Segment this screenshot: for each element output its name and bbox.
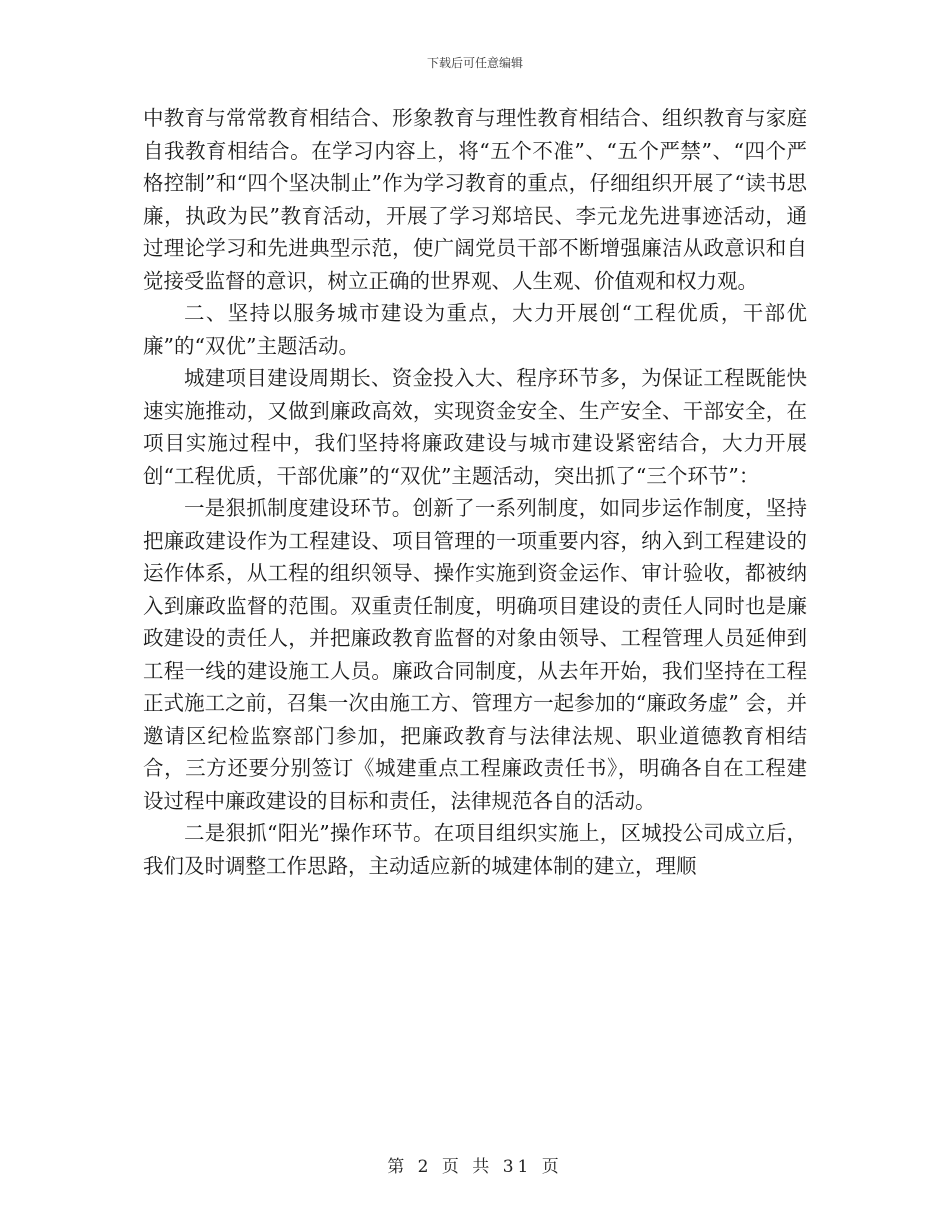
paragraph-4: 一是狠抓制度建设环节。创新了一系列制度，如同步运作制度，坚持把廉政建设作为工程建设、项目管理的一项重要内容，纳入到工程建设的运作体系，从工程的组织领导、操作实施到资金运作、审计验收，都被纳入到廉政监督的范围。双重责任制度，明确项目建设的责任人同时也是廉政建设的责任人，并把廉政教育监督的对象由领导、工程管理人员延伸到工程一线的建设施工人员。廉政合同制度，从去年开始，我们坚持在工程正式施工之前，召集一次由施工方、管理方一起参加的“廉政务虚” 会，并邀请区纪检监察部门参加，把廉政教育与法律法规、职业道德教育相结合，三方还要分别签订《城建重点工程廉政责任书》，明确各自在工程建设过程中廉政建设的目标和责任，法律规范各自的活动。 [143, 496, 807, 813]
paragraph-2: 二、坚持以服务城市建设为重点，大力开展创“工程优质，干部优廉”的“双优”主题活动。 [143, 301, 807, 358]
paragraph-1: 中教育与常常教育相结合、形象教育与理性教育相结合、组织教育与家庭自我教育相结合。在学习内容上，将“五个不准”、“五个严禁”、“四个严格控制”和“四个坚决制止”作为学习教育的重点，仔细组织开展了“读书思廉，执政为民”教育活动，开展了学习郑培民、李元龙先进事迹活动，通过理论学习和先进典型示范，使广阔党员干部不断增强廉洁从政意识和自觉接受监督的意识，树立正确的世界观、人生观、价值观和权力观。 [143, 106, 807, 293]
paragraph-5: 二是狠抓“阳光”操作环节。在项目组织实施上，区城投公司成立后，我们及时调整工作思路，主动适应新的城建体制的建立，理顺 [143, 821, 807, 878]
document-body [143, 102, 807, 882]
paragraph-3: 城建项目建设周期长、资金投入大、程序环节多，为保证工程既能快速实施推动，又做到廉政高效，实现资金安全、生产安全、干部安全，在项目实施过程中，我们坚持将廉政建设与城市建设紧密结合，大力开展创“工程优质，干部优廉”的“双优”主题活动，突出抓了“三个环节”： [143, 366, 807, 488]
page-header: 下载后可任意编辑 [426, 56, 523, 70]
page-footer: 第 2 页 共 31 页 [387, 1157, 563, 1177]
